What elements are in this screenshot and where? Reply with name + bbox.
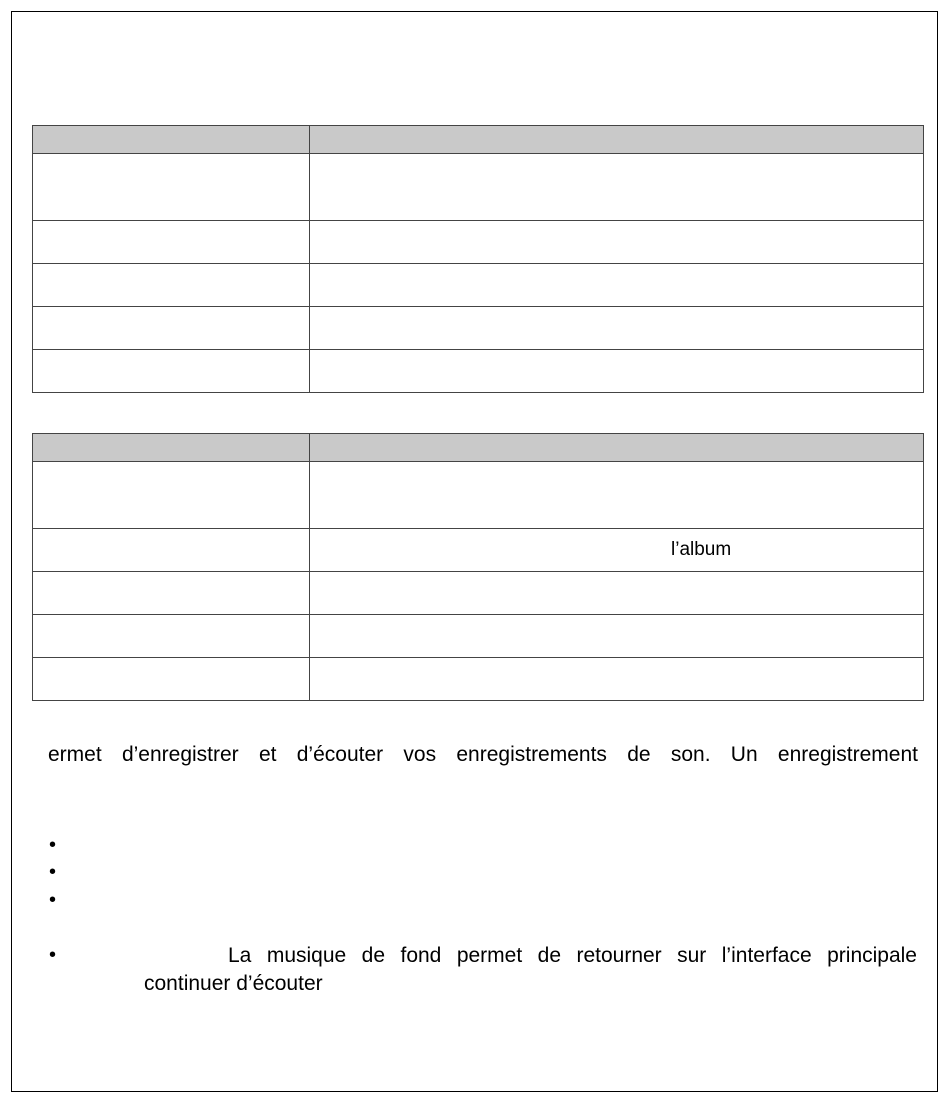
table-cell [33, 307, 310, 350]
table-cell [33, 462, 310, 529]
table-cell [310, 154, 924, 221]
table-cell [310, 307, 924, 350]
table-row [33, 462, 924, 529]
table-header-row [33, 434, 924, 462]
table-1 [32, 125, 924, 393]
table-cell [33, 529, 310, 572]
table-cell [310, 462, 924, 529]
table-cell [310, 529, 924, 572]
header-cell [310, 434, 924, 462]
body-paragraph: ermet d’enregistrer et d’écouter vos enregistrements de son. Un enregistrement [48, 743, 918, 766]
bullet-marker: • [49, 889, 57, 911]
header-cell [33, 434, 310, 462]
table-row [33, 572, 924, 615]
table-cell [310, 615, 924, 658]
header-cell [33, 126, 310, 154]
table-cell [310, 221, 924, 264]
table-cell [33, 658, 310, 701]
table-cell [310, 572, 924, 615]
table-cell [33, 264, 310, 307]
table-row [33, 350, 924, 393]
bullet-marker: • [49, 861, 57, 883]
table-cell [310, 350, 924, 393]
table-row [33, 154, 924, 221]
bullet-item-text-line-1: La musique de fond permet de retourner sur l’interface principale [228, 944, 917, 967]
bullet-marker: • [49, 834, 57, 856]
table-row [33, 615, 924, 658]
table-cell [33, 572, 310, 615]
table-2 [32, 433, 924, 701]
table-cell [33, 154, 310, 221]
table-row [33, 307, 924, 350]
table-cell [310, 264, 924, 307]
bullet-item-text-line-2: continuer d’écouter [144, 972, 323, 995]
album-cell-text: l’album [671, 539, 732, 560]
table-row [33, 221, 924, 264]
table-cell [33, 615, 310, 658]
table-header-row [33, 126, 924, 154]
table-cell [33, 350, 310, 393]
table-row [33, 264, 924, 307]
header-cell [310, 126, 924, 154]
table-cell [33, 221, 310, 264]
bullet-marker: • [49, 944, 57, 966]
table-cell [310, 658, 924, 701]
table-row [33, 529, 924, 572]
table-row [33, 658, 924, 701]
